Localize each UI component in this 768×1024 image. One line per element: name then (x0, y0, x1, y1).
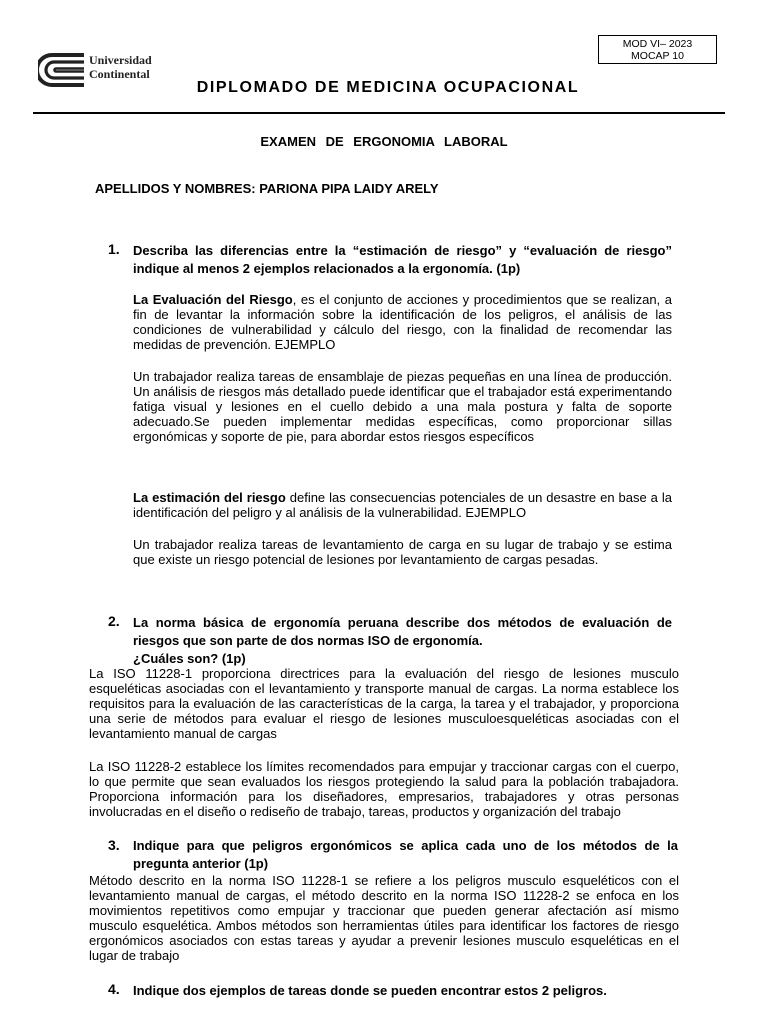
question-3-text: Indique para que peligros ergonómicos se aplica cada uno de los métodos de la pregunta anterior (1p) (133, 838, 678, 871)
answer-1-term-estimation: La estimación del riesgo (133, 490, 286, 505)
answer-1-paragraph-4: Un trabajador realiza tareas de levantamiento de carga en su lugar de trabajo y se estima que existe un riesgo potencial de lesiones por levantamiento de cargas pesadas. (133, 537, 672, 567)
university-name (89, 54, 152, 81)
document-code-box (598, 35, 717, 64)
question-3-number: 3. (108, 837, 120, 853)
header-divider (33, 112, 725, 114)
exam-title: EXAMEN DE ERGONOMIA LABORAL (260, 134, 508, 149)
question-4-text: Indique dos ejemplos de tareas donde se pueden encontrar estos 2 peligros. (133, 983, 607, 998)
answer-2-paragraph-1: La ISO 11228-1 proporciona directrices para la evaluación del riesgo de lesiones musculo esqueléticas asociadas con el levantamiento y transporte manual de cargas. La norma establece los requisitos para la evaluación de las características de la carga, la tarea y el trabajador, y proporciona una serie de métodos para evaluar el riesgo de lesiones musculoesqueléticas asociadas con el levantamiento manual de cargas (89, 666, 679, 741)
answer-1-paragraph-3 (133, 490, 672, 520)
diploma-title (0, 79, 768, 97)
question-2-text-sub: ¿Cuáles son? (1p) (133, 651, 246, 666)
answer-2-paragraph-2: La ISO 11228-2 establece los límites recomendados para empujar y traccionar cargas con el cuerpo, lo que permite que sean evaluados los riesgos protegiendo la salud para la población trabajadora. Proporciona información para los diseñadores, empresarios, trabajadores y otras personas involucradas en el diseño o rediseño de trabajo, tareas, productos y organización del trabajo (89, 759, 679, 819)
answer-1-paragraph-3-text: define las consecuencias potenciales de un desastre en base a la identificación del peligro y al análisis de la vulnerabilidad. EJEMPLO (133, 490, 672, 520)
document-code-line1: MOD VI– 2023 (622, 38, 693, 50)
answer-1-term-evaluation: La Evaluación del Riesgo (133, 292, 293, 307)
answer-1-paragraph-1 (133, 292, 672, 352)
university-name-line2: Continental (89, 66, 150, 81)
answer-3-paragraph-1: Método descrito en la norma ISO 11228-1 se refiere a los peligros musculo esqueléticos con el levantamiento manual de cargas, el método descrito en la norma ISO 11228-2 se enfoca en los movimientos repetitivos como empujar y traccionar que pueden generar afectación así mismo musculo esquelética. Ambos métodos son herramientas útiles para identificar los factores de riesgo ergonómicos asociados con estas tareas y ayudar a prevenir lesiones musculo esqueléticas en el lugar de trabajo (89, 873, 679, 963)
answer-1-paragraph-2: Un trabajador realiza tareas de ensamblaje de piezas pequeñas en una línea de producción. Un análisis de riesgos más detallado puede identificar que el trabajador está experimentando fatiga visual y lesiones en el cuello debido a una mala postura y falta de soporte adecuado.Se pueden implementar medidas específicas, como proporcionar sillas ergonómicas y soporte de pie, para abordar estos riesgos específicos (133, 369, 672, 444)
question-1-number: 1. (108, 241, 120, 257)
diploma-title-text: DIPLOMADO DE MEDICINA OCUPACIONAL (196, 79, 580, 96)
question-4-number: 4. (108, 981, 120, 997)
university-name-line1: Universidad (89, 53, 152, 67)
question-2-text (133, 614, 672, 668)
student-name-line: APELLIDOS Y NOMBRES: PARIONA PIPA LAIDY ARELY (95, 181, 439, 196)
question-2-number: 2. (108, 613, 120, 629)
answer-1-paragraph-1-text: , es el conjunto de acciones y procedimientos que se realizan, a fin de levantar la información sobre la identificación de los peligros, el análisis de las condiciones de vulnerabilidad y cálculo del riesgo, con la finalidad de recomendar las medidas de prevención. EJEMPLO (133, 292, 672, 352)
document-code-line2: MOCAP 10 (631, 50, 684, 62)
question-2-text-main: La norma básica de ergonomía peruana describe dos métodos de evaluación de riesgos que son parte de dos normas ISO de ergonomía. (133, 615, 672, 648)
question-1-text: Describa las diferencias entre la “estimación de riesgo” y “evaluación de riesgo” indique al menos 2 ejemplos relacionados a la ergonomía. (1p) (133, 243, 672, 276)
